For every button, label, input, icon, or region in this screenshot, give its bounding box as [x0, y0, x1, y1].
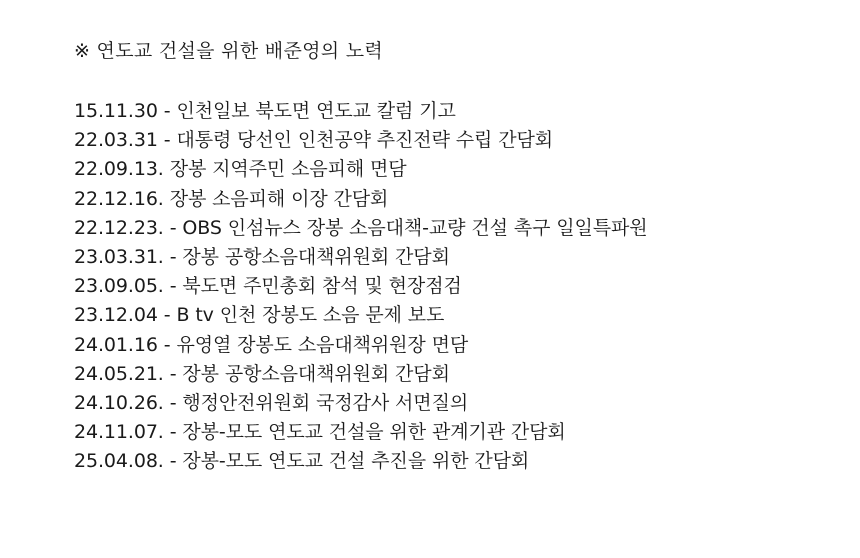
timeline-item: 22.09.13. 장봉 지역주민 소음피해 면담 [74, 158, 407, 181]
timeline-item: 24.05.21. - 장봉 공항소음대책위원회 간담회 [74, 362, 450, 385]
timeline-item: 22.03.31 - 대통령 당선인 인천공약 추진전략 수립 간담회 [74, 129, 553, 152]
timeline-item: 25.04.08. - 장봉-모도 연도교 건설 추진을 위한 간담회 [74, 450, 530, 473]
timeline-item: 23.09.05. - 북도면 주민총회 참석 및 현장점검 [74, 275, 462, 298]
document-body [74, 36, 844, 476]
timeline-item: 23.12.04 - B tv 인천 장봉도 소음 문제 보도 [74, 304, 445, 327]
timeline-item: 22.12.16. 장봉 소음피해 이장 간담회 [74, 187, 389, 210]
timeline-item: 24.11.07. - 장봉-모도 연도교 건설을 위한 관계기관 간담회 [74, 421, 566, 444]
timeline-list [74, 97, 844, 476]
timeline-item: 24.10.26. - 행정안전위원회 국정감사 서면질의 [74, 391, 469, 414]
timeline-item: 15.11.30 - 인천일보 북도면 연도교 칼럼 기고 [74, 100, 456, 122]
document-heading: ※ 연도교 건설을 위한 배준영의 노력 [74, 40, 384, 62]
timeline-item: 22.12.23. - OBS 인섬뉴스 장봉 소음대책-교량 건설 촉구 일일특파원 [74, 216, 648, 239]
timeline-item: 24.01.16 - 유영열 장봉도 소음대책위원장 면담 [74, 333, 469, 356]
timeline-item: 23.03.31. - 장봉 공항소음대책위원회 간담회 [74, 245, 450, 268]
